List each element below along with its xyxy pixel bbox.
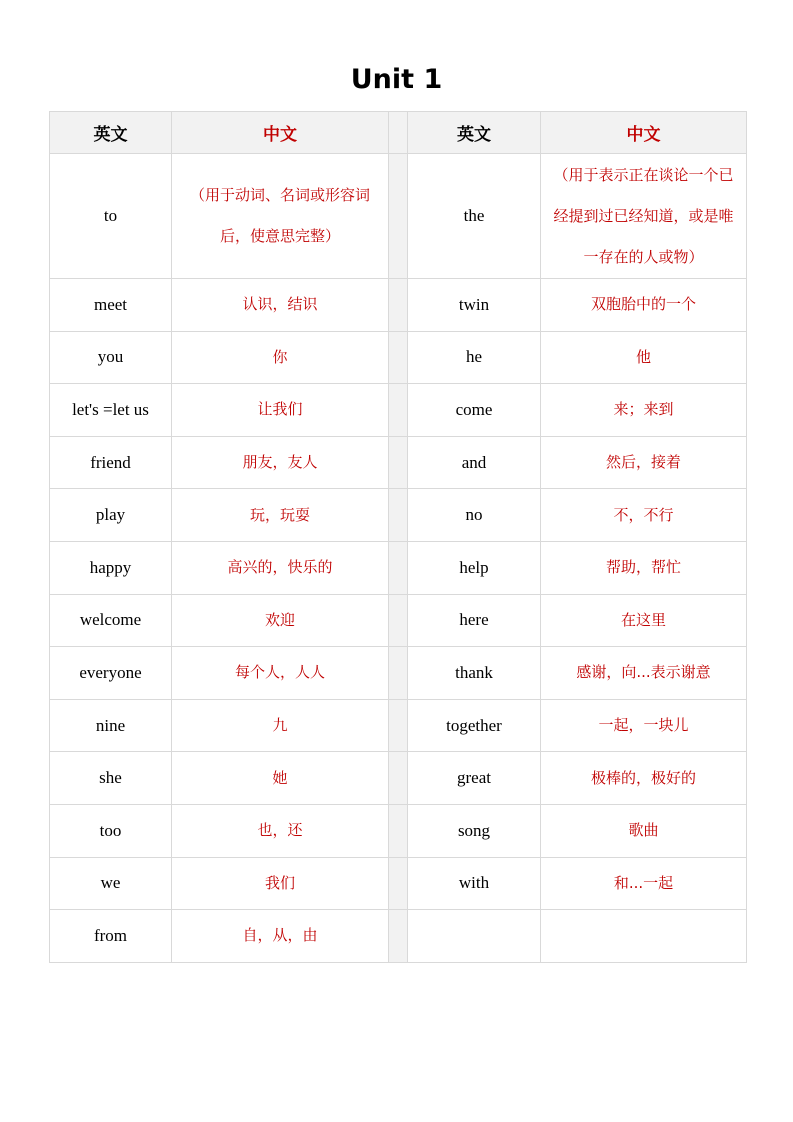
column-gap (389, 910, 408, 963)
column-gap (389, 436, 408, 489)
chinese-meaning-left: 她 (172, 752, 389, 805)
chinese-meaning-right: 双胞胎中的一个 (541, 279, 747, 332)
chinese-meaning-right: 在这里 (541, 594, 747, 647)
column-gap (389, 594, 408, 647)
column-gap (389, 699, 408, 752)
english-word-left: nine (50, 699, 172, 752)
header-english-right: 英文 (408, 112, 541, 154)
english-word-right: together (408, 699, 541, 752)
table-row (50, 384, 747, 437)
column-gap (389, 279, 408, 332)
english-word-left: friend (50, 436, 172, 489)
chinese-meaning-left: 高兴的，快乐的 (172, 541, 389, 594)
column-gap (389, 489, 408, 542)
english-word-left: too (50, 804, 172, 857)
table-row (50, 857, 747, 910)
chinese-meaning-right: 然后，接着 (541, 436, 747, 489)
english-word-left: meet (50, 279, 172, 332)
english-word-right: twin (408, 279, 541, 332)
english-word-right: and (408, 436, 541, 489)
column-gap (389, 154, 408, 279)
english-word-right: he (408, 331, 541, 384)
chinese-meaning-right (541, 910, 747, 963)
table-row (50, 647, 747, 700)
table-row (50, 489, 747, 542)
chinese-meaning-right: 和...一起 (541, 857, 747, 910)
chinese-meaning-right: 帮助，帮忙 (541, 541, 747, 594)
header-row (50, 112, 747, 154)
english-word-left: let's =let us (50, 384, 172, 437)
english-word-left: welcome (50, 594, 172, 647)
chinese-meaning-left: 玩，玩耍 (172, 489, 389, 542)
english-word-right: here (408, 594, 541, 647)
table-row (50, 594, 747, 647)
english-word-left: she (50, 752, 172, 805)
english-word-right: great (408, 752, 541, 805)
english-word-right: with (408, 857, 541, 910)
table-row (50, 436, 747, 489)
chinese-meaning-right: 他 (541, 331, 747, 384)
column-gap (389, 857, 408, 910)
english-word-right: come (408, 384, 541, 437)
english-word-left: everyone (50, 647, 172, 700)
chinese-meaning-right: 歌曲 (541, 804, 747, 857)
chinese-meaning-right: 来；来到 (541, 384, 747, 437)
english-word-left: you (50, 331, 172, 384)
table-row (50, 279, 747, 332)
column-gap (389, 112, 408, 154)
vocabulary-table (49, 111, 747, 963)
chinese-meaning-left: 也，还 (172, 804, 389, 857)
chinese-meaning-left: 欢迎 (172, 594, 389, 647)
table-row (50, 541, 747, 594)
header-chinese-right: 中文 (541, 112, 747, 154)
table-row (50, 910, 747, 963)
english-word-left: from (50, 910, 172, 963)
english-word-right: the (408, 154, 541, 279)
chinese-meaning-right: 一起，一块儿 (541, 699, 747, 752)
chinese-meaning-left: 朋友，友人 (172, 436, 389, 489)
table-row (50, 699, 747, 752)
column-gap (389, 384, 408, 437)
english-word-left: we (50, 857, 172, 910)
chinese-meaning-left: 让我们 (172, 384, 389, 437)
table-row (50, 154, 747, 279)
english-word-right (408, 910, 541, 963)
column-gap (389, 804, 408, 857)
chinese-meaning-left: 认识，结识 (172, 279, 389, 332)
header-english-left: 英文 (50, 112, 172, 154)
english-word-right: no (408, 489, 541, 542)
column-gap (389, 752, 408, 805)
column-gap (389, 541, 408, 594)
chinese-meaning-right: （用于表示正在谈论一个已经提到过已经知道，或是唯一存在的人或物） (541, 154, 747, 279)
chinese-meaning-left: 你 (172, 331, 389, 384)
chinese-meaning-right: 感谢，向...表示谢意 (541, 647, 747, 700)
column-gap (389, 331, 408, 384)
english-word-left: play (50, 489, 172, 542)
english-word-right: song (408, 804, 541, 857)
chinese-meaning-left: （用于动词、名词或形容词后，使意思完整） (172, 154, 389, 279)
page-title: Unit 1 (350, 64, 443, 95)
chinese-meaning-right: 不，不行 (541, 489, 747, 542)
chinese-meaning-right: 极棒的，极好的 (541, 752, 747, 805)
chinese-meaning-left: 我们 (172, 857, 389, 910)
english-word-left: happy (50, 541, 172, 594)
english-word-left: to (50, 154, 172, 279)
header-chinese-left: 中文 (172, 112, 389, 154)
column-gap (389, 647, 408, 700)
table-row (50, 331, 747, 384)
english-word-right: thank (408, 647, 541, 700)
english-word-right: help (408, 541, 541, 594)
table-row (50, 804, 747, 857)
chinese-meaning-left: 每个人，人人 (172, 647, 389, 700)
table-row (50, 752, 747, 805)
chinese-meaning-left: 自，从，由 (172, 910, 389, 963)
chinese-meaning-left: 九 (172, 699, 389, 752)
